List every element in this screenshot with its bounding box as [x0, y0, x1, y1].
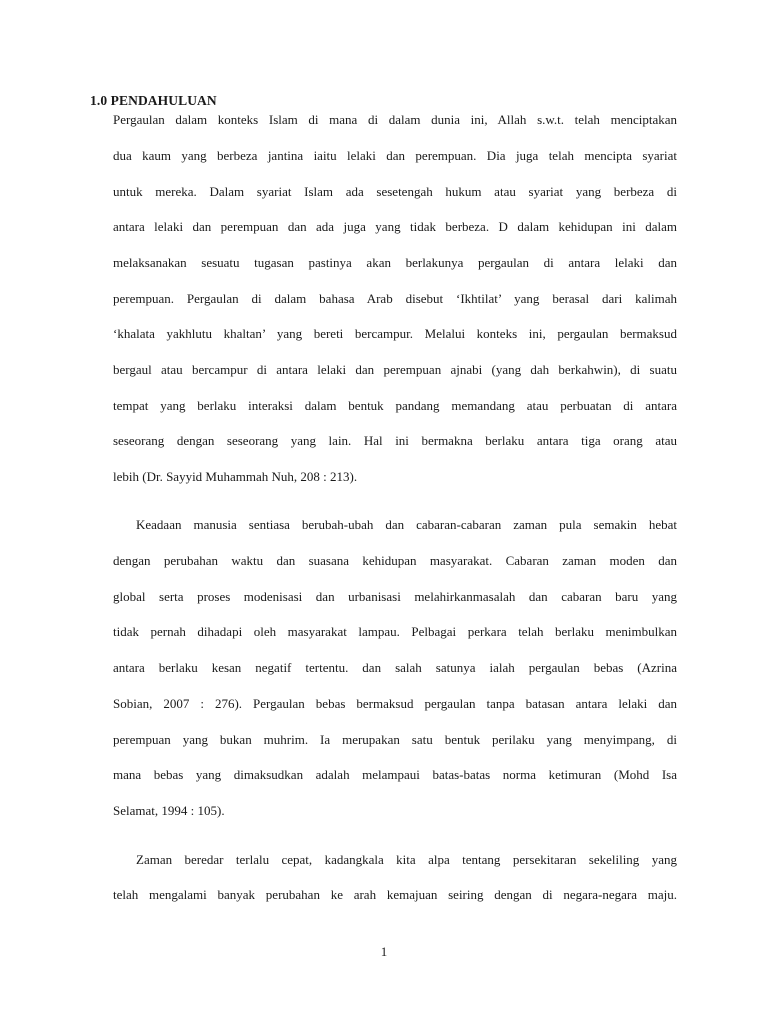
paragraph-line: Pergaulan dalam konteks Islam di mana di dalam dunia ini, Allah s.w.t. telah menciptakan: [113, 112, 677, 127]
paragraph-line: Keadaan manusia sentiasa berubah-ubah dan cabaran-cabaran zaman pula semakin hebat: [136, 517, 677, 532]
paragraph-line: perempuan yang bukan muhrim. Ia merupakan satu bentuk perilaku yang menyimpang, di: [113, 732, 677, 747]
paragraph-line: dengan perubahan waktu dan suasana kehidupan masyarakat. Cabaran zaman moden dan: [113, 553, 677, 568]
paragraph-line: lebih (Dr. Sayyid Muhammah Nuh, 208 : 213).: [113, 469, 358, 484]
paragraph-line: antara lelaki dan perempuan dan ada juga yang tidak berbeza. D dalam kehidupan ini dalam: [113, 219, 677, 234]
paragraph-line: melaksanakan sesuatu tugasan pastinya akan berlakunya pergaulan di antara lelaki dan: [113, 255, 677, 270]
paragraph-line: seseorang dengan seseorang yang lain. Hal ini bermakna berlaku antara tiga orang atau: [113, 433, 677, 448]
paragraph-line: bergaul atau bercampur di antara lelaki dan perempuan ajnabi (yang dah berkahwin), di suatu: [113, 362, 677, 377]
paragraph-line: perempuan. Pergaulan di dalam bahasa Arab disebut ‘Ikhtilat’ yang berasal dari kalimah: [113, 291, 677, 306]
paragraph-line: tidak pernah dihadapi oleh masyarakat lampau. Pelbagai perkara telah berlaku menimbulkan: [113, 624, 677, 639]
paragraph-line: Selamat, 1994 : 105).: [113, 803, 225, 818]
paragraph-line: ‘khalata yakhlutu khaltan’ yang bereti bercampur. Melalui konteks ini, pergaulan bermaksud: [113, 326, 677, 341]
paragraph-line: Zaman beredar terlalu cepat, kadangkala kita alpa tentang persekitaran sekeliling yang: [136, 852, 677, 867]
paragraph-line: antara berlaku kesan negatif tertentu. dan salah satunya ialah pergaulan bebas (Azrina: [113, 660, 677, 675]
paragraph-line: mana bebas yang dimaksudkan adalah melampaui batas-batas norma ketimuran (Mohd Isa: [113, 767, 677, 782]
paragraph-line: telah mengalami banyak perubahan ke arah kemajuan seiring dengan di negara-negara maju.: [113, 887, 677, 902]
paragraph-line: dua kaum yang berbeza jantina iaitu lelaki dan perempuan. Dia juga telah mencipta syariat: [113, 148, 677, 163]
paragraph-line: tempat yang berlaku interaksi dalam bentuk pandang memandang atau perbuatan di antara: [113, 398, 677, 413]
paragraph-line: untuk mereka. Dalam syariat Islam ada sesetengah hukum atau syariat yang berbeza di: [113, 184, 677, 199]
paragraph-line: global serta proses modenisasi dan urbanisasi melahirkanmasalah dan cabaran baru yang: [113, 589, 677, 604]
paragraph-line: Sobian, 2007 : 276). Pergaulan bebas bermaksud pergaulan tanpa batasan antara lelaki dan: [113, 696, 677, 711]
page-number: 1: [380, 944, 388, 959]
section-heading: 1.0 PENDAHULUAN: [90, 93, 217, 108]
